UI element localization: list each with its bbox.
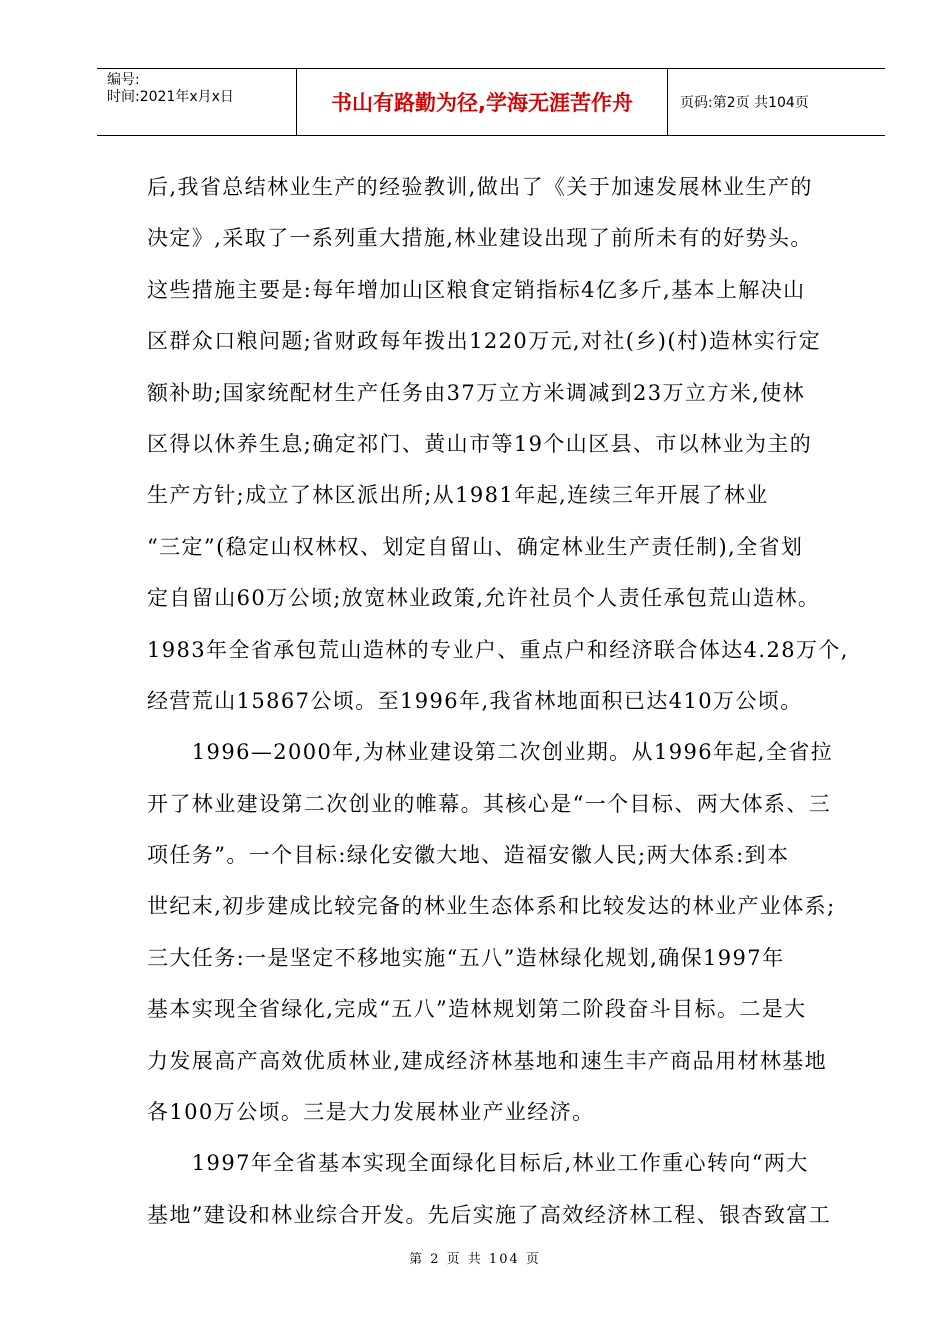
date-label: 时间:2021年x月x日 xyxy=(107,89,234,105)
body-line: 1997年全省基本实现全面绿化目标后,林业工作重心转向“两大 xyxy=(147,1151,809,1176)
body-line: 决定》,采取了一系列重大措施,林业建设出现了前所未有的好势头。 xyxy=(147,226,813,251)
body-line: 各100万公顷。三是大力发展林业产业经济。 xyxy=(147,1100,595,1125)
body-line: 后,我省总结林业生产的经验教训,做出了《关于加速发展林业生产的 xyxy=(147,175,813,199)
body-line: 力发展高产高效优质林业,建成经济林基地和速生丰产商品用材林基地 xyxy=(147,1048,828,1073)
body-line: 经营荒山15867公顷。至1996年,我省林地面积已达410万公顷。 xyxy=(147,688,803,713)
body-line: 区群众口粮问题;省财政每年拨出1220万元,对社(乡)(村)造林实行定 xyxy=(147,329,821,354)
body-line: 1996—2000年,为林业建设第二次创业期。从1996年起,全省拉 xyxy=(147,740,834,765)
header-page-number: 页码:第2页 共104页 xyxy=(680,95,809,111)
body-line: 区得以休养生息;确定祁门、黄山市等19个山区县、市以林业为主的 xyxy=(147,431,813,456)
header-meta xyxy=(97,69,297,135)
page-header xyxy=(97,68,885,136)
body-line: 这些措施主要是:每年增加山区粮食定销指标4亿多斤,基本上解决山 xyxy=(147,277,806,302)
page-footer: 第 2 页 共 104 页 xyxy=(409,1252,541,1267)
body-line: 基本实现全省绿化,完成“五八”造林规划第二阶段奋斗目标。二是大 xyxy=(147,997,807,1022)
body-line: “三定”(稳定山权林权、划定自留山、确定林业生产责任制),全省划 xyxy=(147,534,804,559)
body-line: 开了林业建设第二次创业的帷幕。其核心是“一个目标、两大体系、三 xyxy=(147,791,832,816)
header-slogan: 书山有路勤为径,学海无涯苦作舟 xyxy=(297,69,668,135)
body-line: 1983年全省承包荒山造林的专业户、重点户和经济联合体达4.28万个, xyxy=(147,637,849,662)
document-body xyxy=(147,162,849,1241)
body-line: 额补助;国家统配材生产任务由37万立方米调减到23万立方米,使林 xyxy=(147,380,805,405)
serial-number-label: 编号: xyxy=(107,72,140,88)
body-line: 三大任务:一是坚定不移地实施“五八”造林绿化规划,确保1997年 xyxy=(147,945,785,970)
body-line: 项任务”。一个目标:绿化安徽大地、造福安徽人民;两大体系:到本 xyxy=(147,843,790,868)
body-line: 生产方针;成立了林区派出所;从1981年起,连续三年开展了林业 xyxy=(147,483,769,508)
body-line: 基地”建设和林业综合开发。先后实施了高效经济林工程、银杏致富工 xyxy=(147,1202,832,1227)
body-line: 定自留山60万公顷;放宽林业政策,允许社员个人责任承包荒山造林。 xyxy=(147,586,821,611)
body-line: 世纪末,初步建成比较完备的林业生态体系和比较发达的林业产业体系; xyxy=(147,894,836,919)
